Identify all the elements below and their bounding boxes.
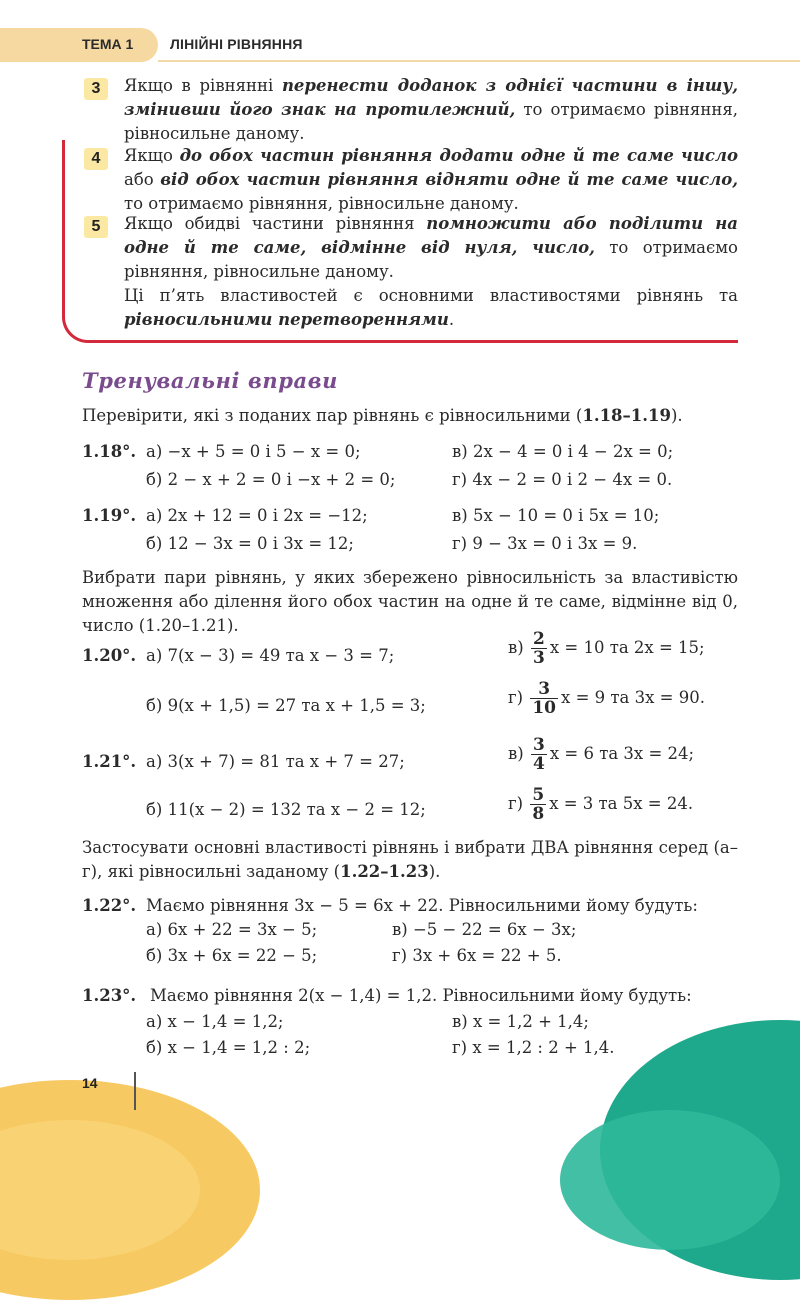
fraction-denominator: 10 bbox=[532, 698, 557, 718]
exercise-number: 1.22°. bbox=[82, 896, 137, 915]
intro-text: ). bbox=[428, 862, 441, 881]
exercise-option-b: б) x − 1,4 = 1,2 : 2; bbox=[146, 1038, 311, 1057]
exercise-option-b: б) 11(x − 2) = 132 та x − 2 = 12; bbox=[146, 800, 426, 819]
fraction-denominator: 4 bbox=[532, 754, 545, 774]
summary-plain: Ці п’ять властивостей є основними властивостями рівнянь та bbox=[124, 286, 738, 305]
exercise-option-a: а) x − 1,4 = 1,2; bbox=[146, 1012, 284, 1031]
property-text: або bbox=[124, 170, 161, 189]
option-rest: x = 6 та 3x = 24; bbox=[549, 744, 695, 763]
exercise-option-g bbox=[508, 786, 693, 823]
exercise-intro-1 bbox=[82, 404, 742, 428]
exercise-option-v: в) x = 1,2 + 1,4; bbox=[452, 1012, 589, 1031]
property-emphasis: від обох частин рівняння відняти одне й те саме число, bbox=[160, 170, 738, 189]
fraction-denominator: 3 bbox=[532, 648, 545, 668]
option-rest: x = 9 та 3x = 90. bbox=[561, 688, 705, 707]
exercise-intro-2: Вибрати пари рівнянь, у яких збережено рівносильність за властивістю множення або ділення його обох частин на одне й те саме, відмінне від 0, число (1.20–1.21). bbox=[82, 568, 738, 635]
property-text: то отримаємо рівняння, рівносильне даному. bbox=[124, 238, 738, 281]
fraction-numerator: 2 bbox=[532, 629, 545, 649]
exercise-option-a: а) 3(x + 7) = 81 та x + 7 = 27; bbox=[146, 752, 405, 771]
exercise-option-a: а) −x + 5 = 0 і 5 − x = 0; bbox=[146, 442, 361, 461]
exercise-number: 1.18°. bbox=[82, 442, 137, 461]
option-label: в) bbox=[508, 744, 524, 763]
exercise-option-v bbox=[508, 630, 705, 667]
property-text: то отримаємо рівняння, рівносильне даному. bbox=[124, 100, 738, 143]
topic-label: ТЕМА 1 bbox=[82, 36, 134, 52]
header-rule bbox=[158, 60, 800, 62]
exercise-stem: Маємо рівняння 3x − 5 = 6x + 22. Рівносильними йому будуть: bbox=[146, 896, 698, 915]
exercise-option-a: а) 6x + 22 = 3x − 5; bbox=[146, 920, 318, 939]
exercise-option-g bbox=[508, 680, 705, 717]
exercise-option-b: б) 12 − 3x = 0 і 3x = 12; bbox=[146, 534, 354, 553]
exercise-number: 1.23°. bbox=[82, 986, 137, 1005]
exercise-option-b: б) 3x + 6x = 22 − 5; bbox=[146, 946, 318, 965]
intro-text: Застосувати основні властивості рівнянь і вибрати ДВА рівняння серед (а–г), які рівносильні заданому ( bbox=[82, 838, 738, 881]
property-number-badge: 3 bbox=[84, 78, 108, 100]
exercise-number: 1.20°. bbox=[82, 646, 137, 665]
option-label: в) bbox=[508, 638, 524, 657]
fraction bbox=[530, 786, 546, 823]
exercise-option-g: г) 9 − 3x = 0 і 3x = 9. bbox=[452, 534, 638, 553]
fraction-numerator: 5 bbox=[532, 785, 545, 805]
property-emphasis: до обох частин рівняння додати одне й те саме число bbox=[179, 146, 738, 165]
intro-text: Перевірити, які з поданих пар рівнянь є рівносильними ( bbox=[82, 406, 583, 425]
exercise-option-v bbox=[508, 736, 694, 773]
exercise-stem: Маємо рівняння 2(x − 1,4) = 1,2. Рівносильними йому будуть: bbox=[150, 986, 692, 1005]
exercise-number: 1.19°. bbox=[82, 506, 137, 525]
intro-text: ). bbox=[670, 406, 683, 425]
property-number-badge: 5 bbox=[84, 216, 108, 238]
property-5-text bbox=[124, 212, 738, 284]
fraction bbox=[531, 736, 547, 773]
exercise-option-v: в) −5 − 22 = 6x − 3x; bbox=[392, 920, 577, 939]
fraction-denominator: 8 bbox=[532, 804, 545, 824]
property-text: Якщо bbox=[124, 146, 180, 165]
property-text: Якщо обидві частини рівняння bbox=[124, 214, 427, 233]
exercise-option-g: г) 3x + 6x = 22 + 5. bbox=[392, 946, 562, 965]
property-4-text bbox=[124, 144, 738, 216]
exercise-intro-3 bbox=[82, 836, 738, 884]
property-text: то отримаємо рівняння, рівносильне даному. bbox=[124, 194, 519, 213]
exercise-option-b: б) 9(x + 1,5) = 27 та x + 1,5 = 3; bbox=[146, 696, 426, 715]
option-label: г) bbox=[508, 794, 524, 813]
summary-text bbox=[124, 284, 738, 332]
teal-wave-decoration bbox=[560, 1110, 780, 1250]
exercise-option-v: в) 5x − 10 = 0 і 5x = 10; bbox=[452, 506, 660, 525]
property-emphasis: перенести доданок з однієї частини в іншу, змінивши його знак на протилежний, bbox=[124, 76, 739, 119]
property-emphasis: помножити або поділити на одне й те саме, відмінне від нуля, число, bbox=[124, 214, 739, 257]
exercise-range: 1.22–1.23 bbox=[340, 862, 429, 881]
summary-plain: . bbox=[448, 310, 455, 329]
red-underline-decoration bbox=[100, 340, 738, 343]
fraction-numerator: 3 bbox=[532, 735, 545, 755]
exercise-option-a: а) 2x + 12 = 0 і 2x = −12; bbox=[146, 506, 368, 525]
exercise-option-v: в) 2x − 4 = 0 і 4 − 2x = 0; bbox=[452, 442, 674, 461]
chapter-title: ЛІНІЙНІ РІВНЯННЯ bbox=[170, 36, 303, 52]
property-text: Якщо в рівнянні bbox=[124, 76, 282, 95]
summary-emphasis: рівносильними перетвореннями bbox=[124, 310, 449, 329]
exercise-number: 1.21°. bbox=[82, 752, 137, 771]
property-number-badge: 4 bbox=[84, 148, 108, 170]
option-label: г) bbox=[508, 688, 524, 707]
property-3-text bbox=[124, 74, 738, 146]
fraction bbox=[530, 680, 558, 717]
fraction bbox=[531, 630, 547, 667]
page-number-divider bbox=[134, 1072, 136, 1110]
header-band bbox=[0, 28, 158, 62]
fraction-numerator: 3 bbox=[530, 680, 558, 699]
option-rest: x = 10 та 2x = 15; bbox=[549, 638, 705, 657]
exercise-option-b: б) 2 − x + 2 = 0 і −x + 2 = 0; bbox=[146, 470, 396, 489]
exercise-option-g: г) 4x − 2 = 0 і 2 − 4x = 0. bbox=[452, 470, 673, 489]
exercise-range: 1.18–1.19 bbox=[582, 406, 671, 425]
exercise-option-g: г) x = 1,2 : 2 + 1,4. bbox=[452, 1038, 615, 1057]
page-number: 14 bbox=[82, 1075, 98, 1091]
section-title: Тренувальні вправи bbox=[82, 368, 338, 393]
red-bracket-decoration bbox=[62, 140, 105, 343]
exercise-option-a: а) 7(x − 3) = 49 та x − 3 = 7; bbox=[146, 646, 395, 665]
option-rest: x = 3 та 5x = 24. bbox=[549, 794, 694, 813]
